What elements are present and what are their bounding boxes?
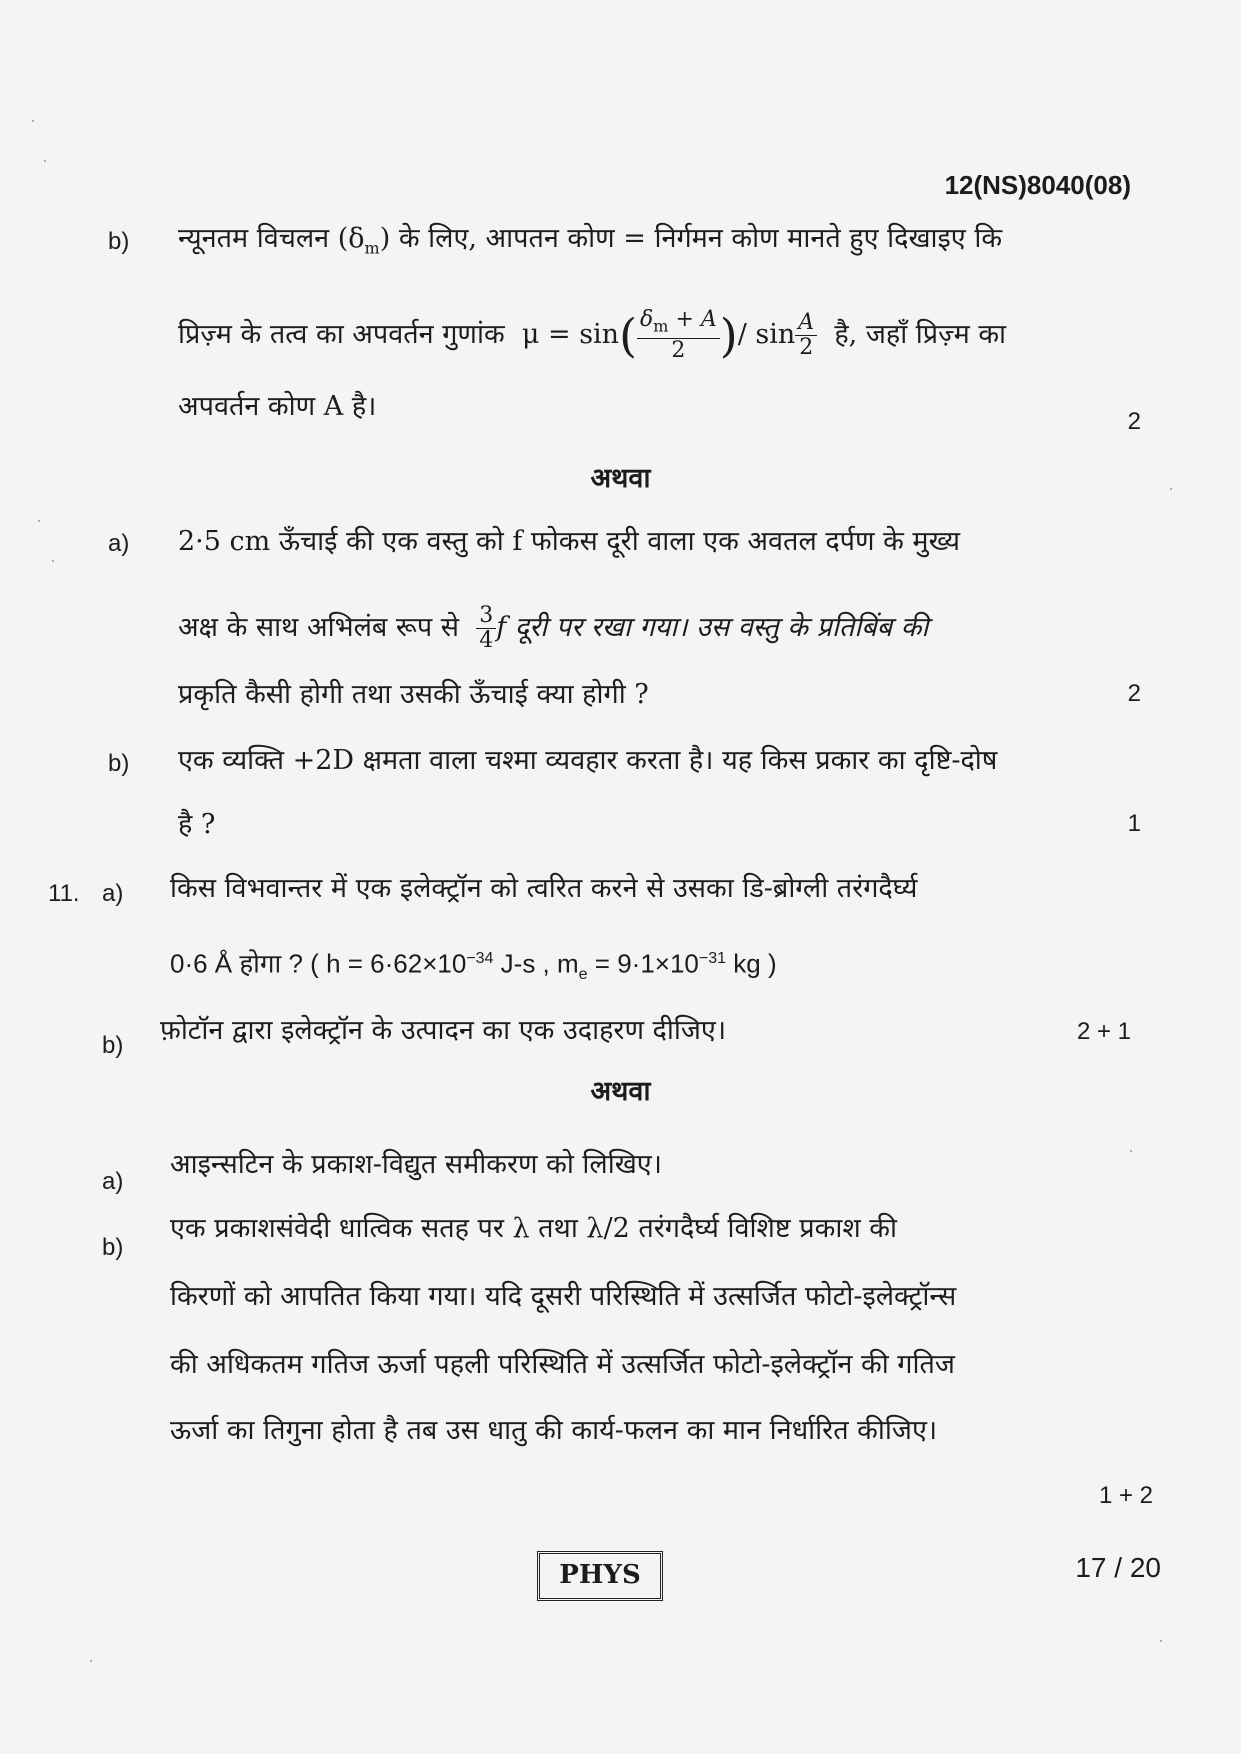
subject-box: PHYS — [537, 1551, 663, 1601]
athva-heading-1: अथवा — [590, 463, 651, 494]
alt-a-line3: प्रकृति कैसी होगी तथा उसकी ऊँचाई क्या होगी ? — [178, 679, 649, 710]
scan-speck — [38, 520, 40, 522]
alt2-b-label: b) — [102, 1234, 124, 1261]
delta-fraction: $\frac{\delta_m + A}{2}$ — [637, 308, 720, 363]
alt-b-marks: 1 — [1127, 810, 1141, 837]
q11b-label: b) — [102, 1032, 124, 1059]
q10b-marks: 2 — [1127, 408, 1141, 435]
q11a-line2: 0·6 Å होगा ? ( $h = 6\cdot 62\times 10^{-34}$ J-s , $m_e = 9\cdot 1\times 10^{-31}$ kg ) — [170, 948, 777, 983]
q10b-line2: प्रिज़्म के तत्व का अपवर्तन गुणांक μ = sin( $\frac{\delta_m + A}{2}$ )/ sin $\frac{A}{2}$ है, जहाँ प्रिज़्म का — [178, 306, 1007, 364]
q11a-label: a) — [102, 880, 124, 907]
alt2-b-line3: की अधिकतम गतिज ऊर्जा पहली परिस्थिति में उत्सर्जित फोटो-इलेक्ट्रॉन की गतिज — [170, 1349, 955, 1380]
alt-a-marks: 2 — [1127, 680, 1141, 707]
scan-speck — [44, 160, 46, 162]
q11-number: 11. — [48, 880, 80, 907]
alt2-b-marks: 1 + 2 — [1098, 1482, 1153, 1509]
q10b-line1: न्यूनतम विचलन $(\delta_m)$ के लिए, आपतन कोण = निर्गमन कोण मानते हुए दिखाइए कि — [178, 223, 1003, 258]
scan-speck — [32, 120, 34, 122]
alt-b-line1: एक व्यक्ति +2D क्षमता वाला चश्मा व्यवहार करता है। यह किस प्रकार का दृष्टि-दोष — [178, 745, 998, 776]
scan-speck — [52, 560, 54, 562]
scan-speck — [1130, 1150, 1132, 1152]
q11b-line1: फ़ोटॉन द्वारा इलेक्ट्रॉन के उत्पादन का एक उदाहरण दीजिए। — [160, 1015, 727, 1046]
alt-a-label: a) — [108, 530, 130, 557]
three-quarter-fraction: $\frac{3}{4}$ — [476, 604, 496, 653]
q10b-label: b) — [108, 228, 130, 255]
scan-speck — [1170, 488, 1172, 490]
alt2-a-label: a) — [102, 1168, 124, 1195]
alt2-a-line1: आइन्सटिन के प्रकाश-विद्युत समीकरण को लिखिए। — [170, 1149, 662, 1180]
athva-heading-2: अथवा — [590, 1076, 651, 1107]
scan-speck — [1160, 1640, 1162, 1642]
paper-code: 12(NS)8040(08) — [944, 170, 1131, 200]
alt-a-line2: अक्ष के साथ अभिलंब रूप से $\frac{3}{4}$ f दूरी पर रखा गया। उस वस्तु के प्रतिबिंब की — [178, 603, 929, 653]
q11b-marks: 2 + 1 — [1076, 1018, 1131, 1045]
half-a-fraction: $\frac{A}{2}$ — [795, 311, 817, 360]
page-number: 17 / 20 — [1075, 1552, 1161, 1583]
alt2-b-line2: किरणों को आपतित किया गया। यदि दूसरी परिस्थिति में उत्सर्जित फोटो-इलेक्ट्रॉन्स — [170, 1281, 957, 1312]
scan-speck — [90, 1660, 92, 1662]
alt-b-label: b) — [108, 750, 130, 777]
alt-a-line1: 2·5 cm ऊँचाई की एक वस्तु को f फोकस दूरी वाला एक अवतल दर्पण के मुख्य — [178, 526, 961, 557]
q11a-line1: किस विभवान्तर में एक इलेक्ट्रॉन को त्वरित करने से उसका डि-ब्रोग्ली तरंगदैर्घ्य — [170, 873, 918, 904]
alt2-b-line4: ऊर्जा का तिगुना होता है तब उस धातु की कार्य-फलन का मान निर्धारित कीजिए। — [170, 1415, 938, 1446]
q10b-line3: अपवर्तन कोण A है। — [178, 391, 377, 422]
alt2-b-line1: एक प्रकाशसंवेदी धात्विक सतह पर λ तथा λ/2 तरंगदैर्घ्य विशिष्ट प्रकाश की — [170, 1213, 898, 1244]
alt-b-line2: है ? — [178, 809, 216, 840]
